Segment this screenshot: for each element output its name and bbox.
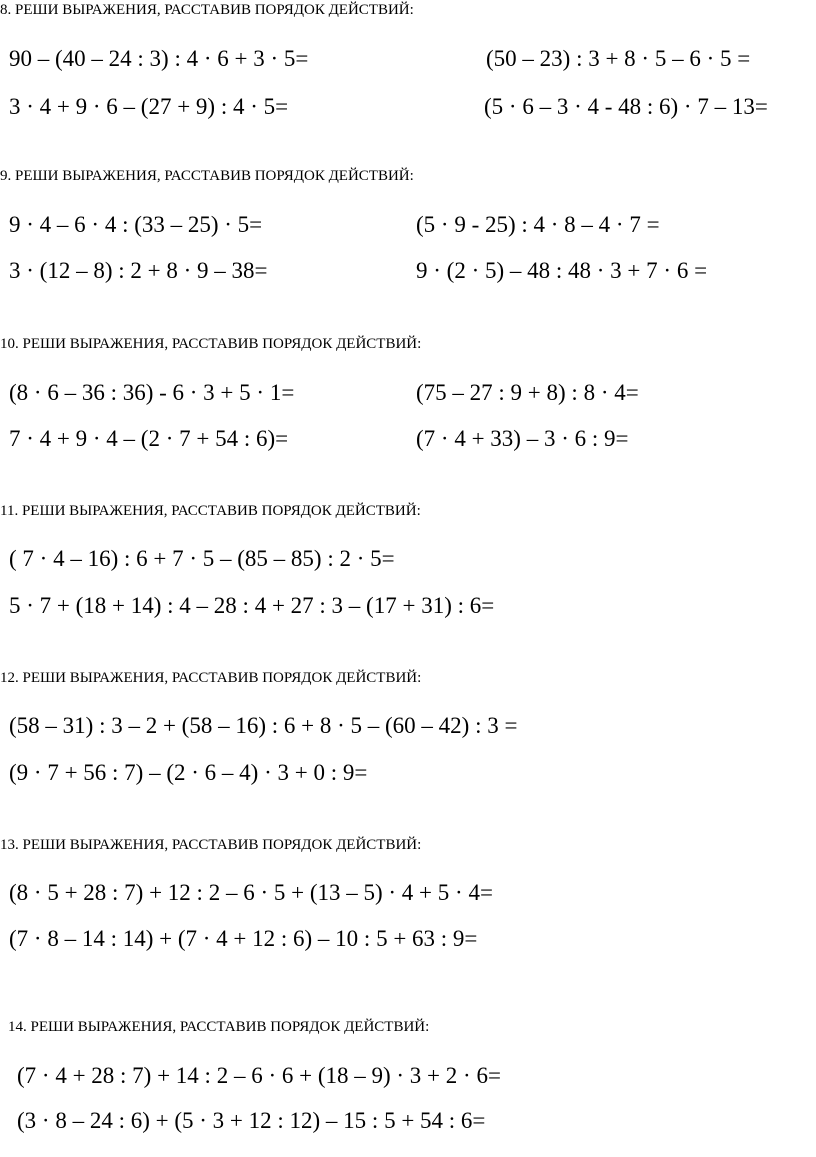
- section-8-heading: 8. РЕШИ ВЫРАЖЕНИЯ, РАССТАВИВ ПОРЯДОК ДЕЙСТВИЙ:: [0, 2, 414, 18]
- section-14-heading: 14. РЕШИ ВЫРАЖЕНИЯ, РАССТАВИВ ПОРЯДОК ДЕЙСТВИЙ:: [8, 1019, 430, 1035]
- section-14-expression-2: (3 · 8 – 24 : 6) + (5 · 3 + 12 : 12) – 15 : 5 + 54 : 6=: [17, 1108, 486, 1133]
- section-8-expression-1: 90 – (40 – 24 : 3) : 4 · 6 + 3 · 5=: [9, 46, 309, 71]
- section-12-heading: 12. РЕШИ ВЫРАЖЕНИЯ, РАССТАВИВ ПОРЯДОК ДЕЙСТВИЙ:: [0, 670, 422, 686]
- section-9-heading: 9. РЕШИ ВЫРАЖЕНИЯ, РАССТАВИВ ПОРЯДОК ДЕЙСТВИЙ:: [0, 168, 414, 184]
- section-13-heading: 13. РЕШИ ВЫРАЖЕНИЯ, РАССТАВИВ ПОРЯДОК ДЕЙСТВИЙ:: [0, 837, 422, 853]
- section-10-expression-1: (8 · 6 – 36 : 36) - 6 · 3 + 5 · 1=: [9, 380, 295, 405]
- section-9-expression-2: (5 · 9 - 25) : 4 · 8 – 4 · 7 =: [416, 212, 660, 237]
- section-10-expression-2: (75 – 27 : 9 + 8) : 8 · 4=: [416, 380, 639, 405]
- section-14-expression-1: (7 · 4 + 28 : 7) + 14 : 2 – 6 · 6 + (18 – 9) · 3 + 2 · 6=: [17, 1063, 501, 1088]
- section-8-expression-4: (5 · 6 – 3 · 4 - 48 : 6) · 7 – 13=: [484, 94, 768, 119]
- section-11-heading: 11. РЕШИ ВЫРАЖЕНИЯ, РАССТАВИВ ПОРЯДОК ДЕЙСТВИЙ:: [0, 503, 421, 519]
- section-10-expression-4: (7 · 4 + 33) – 3 · 6 : 9=: [416, 426, 629, 451]
- section-8-expression-3: 3 · 4 + 9 · 6 – (27 + 9) : 4 · 5=: [9, 94, 289, 119]
- section-8-expression-2: (50 – 23) : 3 + 8 · 5 – 6 · 5 =: [486, 46, 751, 71]
- section-9-expression-3: 3 · (12 – 8) : 2 + 8 · 9 – 38=: [9, 258, 268, 283]
- section-13-expression-1: (8 · 5 + 28 : 7) + 12 : 2 – 6 · 5 + (13 – 5) · 4 + 5 · 4=: [9, 880, 493, 905]
- section-9-expression-4: 9 · (2 · 5) – 48 : 48 · 3 + 7 · 6 =: [416, 258, 708, 283]
- section-9-expression-1: 9 · 4 – 6 · 4 : (33 – 25) · 5=: [9, 212, 263, 237]
- section-12-expression-2: (9 · 7 + 56 : 7) – (2 · 6 – 4) · 3 + 0 : 9=: [9, 760, 368, 785]
- section-10-expression-3: 7 · 4 + 9 · 4 – (2 · 7 + 54 : 6)=: [9, 426, 289, 451]
- section-12-expression-1: (58 – 31) : 3 – 2 + (58 – 16) : 6 + 8 · 5 – (60 – 42) : 3 =: [9, 713, 518, 738]
- section-11-expression-1: ( 7 · 4 – 16) : 6 + 7 · 5 – (85 – 85) : 2 · 5=: [9, 546, 395, 571]
- section-11-expression-2: 5 · 7 + (18 + 14) : 4 – 28 : 4 + 27 : 3 – (17 + 31) : 6=: [9, 593, 495, 618]
- section-10-heading: 10. РЕШИ ВЫРАЖЕНИЯ, РАССТАВИВ ПОРЯДОК ДЕЙСТВИЙ:: [0, 336, 422, 352]
- section-13-expression-2: (7 · 8 – 14 : 14) + (7 · 4 + 12 : 6) – 10 : 5 + 63 : 9=: [9, 926, 478, 951]
